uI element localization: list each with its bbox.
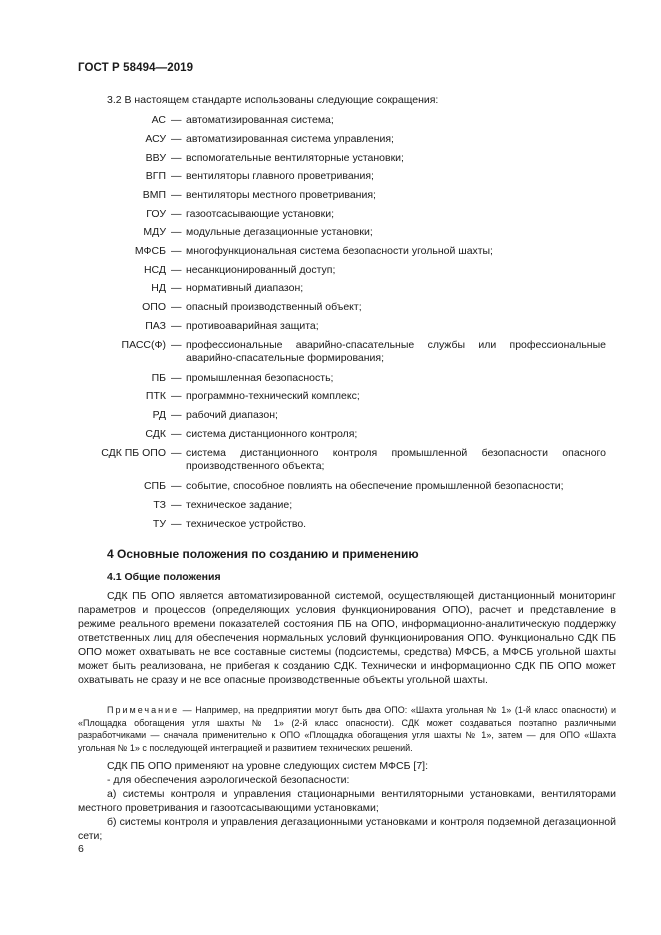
section-heading: 4 Основные положения по созданию и применению — [107, 547, 419, 561]
note-text: — Например, на предприятии могут быть два ОПО: «Шахта угольная № 1» (1-й класс опасности) и «Площадка обогащения угля шахты № 1» (2-й класс опасности). СДК может создаваться поэтапно различными разработчиками — сначала применительно к ОПО «Площадка обогащения угля шахты № 1», затем — для ОПО «Шахта угольная № 1» с последующей интеграцией и развитием технических решений. — [78, 705, 616, 753]
abbreviation-definition: опасный производственный объект; — [186, 301, 362, 313]
list-item: - для обеспечения аэрологической безопасности: — [107, 774, 350, 786]
abbreviation-definition: событие, способное повлиять на обеспечение промышленной безопасности; — [186, 480, 564, 492]
abbreviation-term: СПБ — [143, 480, 166, 492]
abbreviation-term: АС — [151, 114, 166, 126]
abbreviation-term: ПАЗ — [145, 320, 166, 332]
subsection-heading: 4.1 Общие положения — [107, 571, 221, 583]
abbreviation-definition: профессиональные аварийно-спасательные службы или профессиональные аварийно-спасательные формирования; — [186, 339, 606, 364]
body-paragraph: СДК ПБ ОПО является автоматизированной системой, осуществляющей дистанционный мониторинг параметров и процессов (определяющих условия функционирования ОПО), расчет и представление в режиме реального времени показателей состояния ПБ на ОПО, информационно-аналитическую поддержку ответственных лиц для обеспечения нормальных условий функционирования ОПО. Функционально СДК ПБ ОПО может охватывать не все составные системы (подсистемы, средства) МФСБ, а МФСБ угольной шахты может быть реализована, не прибегая к созданию СДК. Технически и информационно СДК ПБ ОПО может охватывать не сразу и не все опасные производственные объекты угольной шахты. — [78, 590, 616, 686]
abbreviation-definition: многофункциональная система безопасности угольной шахты; — [186, 245, 493, 257]
abbreviation-definition: система дистанционного контроля; — [186, 428, 358, 440]
abbreviation-definition: автоматизированная система управления; — [186, 133, 394, 145]
abbreviation-definition: вентиляторы местного проветривания; — [186, 189, 376, 201]
abbreviation-dash: — — [171, 320, 182, 332]
abbreviation-term: ТЗ — [153, 499, 166, 511]
abbreviation-term: НСД — [143, 264, 166, 276]
abbreviation-dash: — — [171, 208, 182, 220]
abbreviation-definition: вентиляторы главного проветривания; — [186, 170, 374, 182]
page-number: 6 — [78, 843, 84, 855]
abbreviation-dash: — — [171, 282, 182, 294]
abbreviation-definition: техническое задание; — [186, 499, 293, 511]
abbreviation-definition: система дистанционного контроля промышленной безопасности опасного производственного объекта; — [186, 447, 606, 472]
abbreviation-dash: — — [171, 339, 182, 351]
abbreviation-definition: техническое устройство. — [186, 518, 307, 530]
abbreviation-dash: — — [171, 152, 182, 164]
abbreviation-term: НД — [151, 282, 166, 294]
abbreviation-term: ПТК — [145, 390, 166, 402]
abbreviation-dash: — — [171, 518, 182, 530]
abbreviation-term: ТУ — [152, 518, 166, 530]
abbreviation-dash: — — [171, 226, 182, 238]
abbreviation-definition: вспомогательные вентиляторные установки; — [186, 152, 404, 164]
abbreviation-definition: рабочий диапазон; — [186, 409, 278, 421]
abbreviation-dash: — — [171, 390, 182, 402]
abbreviation-term: АСУ — [145, 133, 166, 145]
abbreviation-term: РД — [152, 409, 166, 421]
abbreviations-intro: 3.2 В настоящем стандарте использованы следующие сокращения: — [107, 94, 439, 106]
body-paragraph: СДК ПБ ОПО применяют на уровне следующих систем МФСБ [7]: — [107, 760, 428, 772]
abbreviation-dash: — — [171, 480, 182, 492]
abbreviation-dash: — — [171, 170, 182, 182]
document-header: ГОСТ Р 58494—2019 — [78, 62, 194, 74]
abbreviation-dash: — — [171, 133, 182, 145]
abbreviation-term: СДК — [145, 428, 166, 440]
abbreviation-definition: автоматизированная система; — [186, 114, 334, 126]
abbreviation-definition: программно-технический комплекс; — [186, 390, 360, 402]
abbreviation-term: ПБ — [151, 372, 166, 384]
abbreviation-term: ВГП — [145, 170, 166, 182]
abbreviation-dash: — — [171, 301, 182, 313]
abbreviation-term: ПАСС(Ф) — [121, 339, 166, 351]
abbreviation-dash: — — [171, 114, 182, 126]
abbreviation-dash: — — [171, 189, 182, 201]
abbreviation-dash: — — [171, 409, 182, 421]
abbreviation-term: ВВУ — [145, 152, 166, 164]
abbreviation-dash: — — [171, 447, 182, 459]
abbreviation-term: МФСБ — [134, 245, 166, 257]
abbreviation-definition: газоотсасывающие установки; — [186, 208, 334, 220]
list-item: а) системы контроля и управления стационарными вентиляторными установками, вентиляторами местного проветривания и газоотсасывающими установками; — [78, 788, 616, 814]
abbreviation-term: ВМП — [142, 189, 166, 201]
abbreviation-dash: — — [171, 428, 182, 440]
abbreviation-definition: противоаварийная защита; — [186, 320, 319, 332]
abbreviation-definition: нормативный диапазон; — [186, 282, 304, 294]
abbreviation-dash: — — [171, 372, 182, 384]
abbreviation-term: МДУ — [143, 226, 166, 238]
abbreviation-dash: — — [171, 264, 182, 276]
note-label: Примечание — [107, 705, 180, 715]
abbreviation-term: ОПО — [142, 301, 166, 313]
abbreviation-dash: — — [171, 499, 182, 511]
abbreviation-term: СДК ПБ ОПО — [101, 447, 166, 459]
abbreviation-term: ГОУ — [146, 208, 166, 220]
abbreviation-dash: — — [171, 245, 182, 257]
list-item: б) системы контроля и управления дегазационными установками и контроля подземной дегазационной сети; — [78, 816, 616, 842]
abbreviation-definition: модульные дегазационные установки; — [186, 226, 373, 238]
note-paragraph — [78, 704, 616, 754]
abbreviation-definition: промышленная безопасность; — [186, 372, 334, 384]
abbreviation-definition: несанкционированный доступ; — [186, 264, 336, 276]
